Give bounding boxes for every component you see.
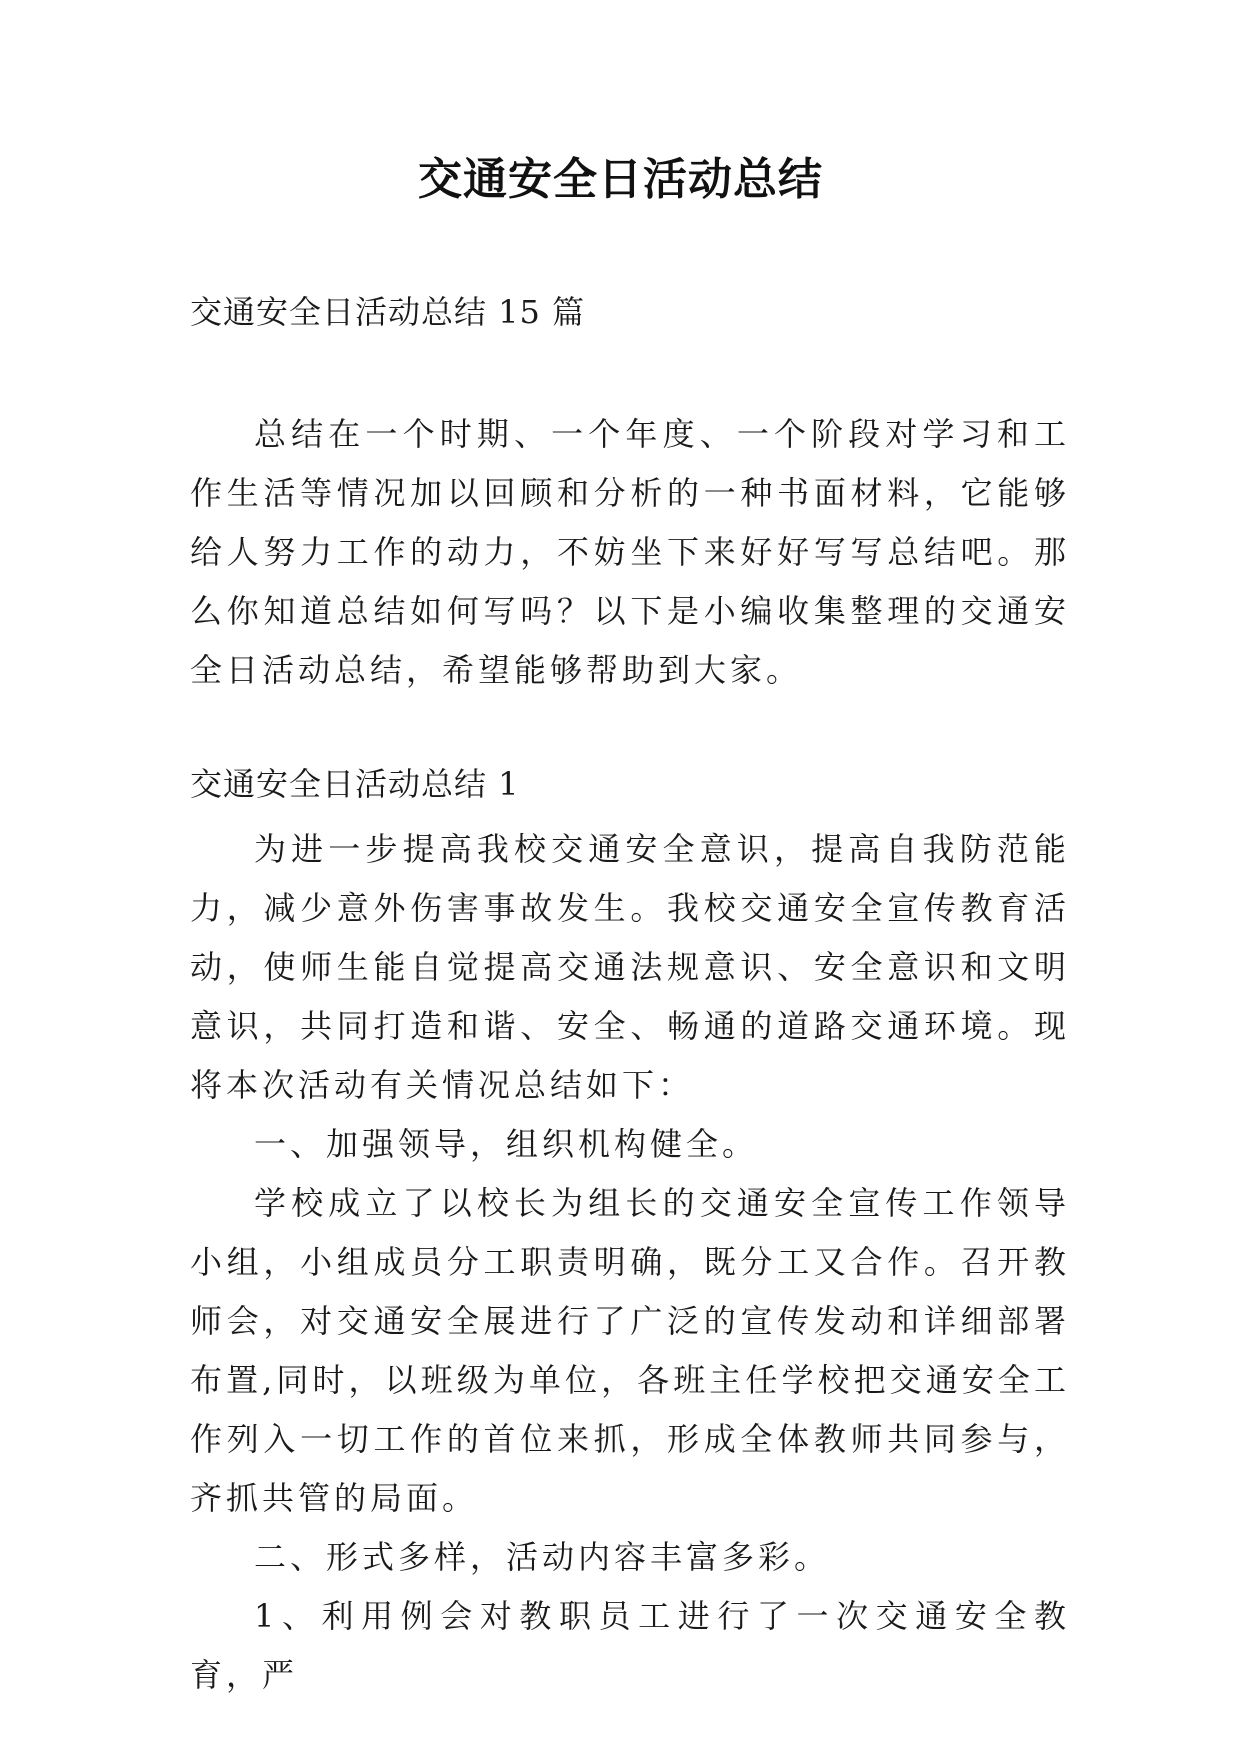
section-1-heading: 交通安全日活动总结 1 [190,765,520,803]
section-1-subheading-1: 一、加强领导，组织机构健全。 [254,1125,759,1163]
section-1-subheading-2: 二、形式多样，活动内容丰富多彩。 [254,1538,831,1576]
section-1-paragraph: 1、利用例会对教职员工进行了一次交通安全教育，严 [190,1597,1070,1694]
document-subtitle: 交通安全日活动总结 15 篇 [190,293,586,331]
section-1 [190,760,1070,1705]
document-title: 交通安全日活动总结 [418,154,823,205]
section-1-paragraph: 为进一步提高我校交通安全意识，提高自我防范能力，减少意外伤害事故发生。我校交通安全宣传教育活动，使师生能自觉提高交通法规意识、安全意识和文明意识，共同打造和谐、安全、畅通的道路交通环境。现将本次活动有关情况总结如下： [190,830,1070,1104]
intro-paragraph: 总结在一个时期、一个年度、一个阶段对学习和工作生活等情况加以回顾和分析的一种书面材料，它能够给人努力工作的动力，不妨坐下来好好写写总结吧。那么你知道总结如何写吗？以下是小编收集整理的交通安全日活动总结，希望能够帮助到大家。 [190,415,1070,689]
section-1-paragraph: 学校成立了以校长为组长的交通安全宣传工作领导小组，小组成员分工职责明确，既分工又合作。召开教师会，对交通安全展进行了广泛的宣传发动和详细部署布置,同时，以班级为单位，各班主任学校把交通安全工作列入一切工作的首位来抓，形成全体教师共同参与，齐抓共管的局面。 [190,1184,1070,1517]
